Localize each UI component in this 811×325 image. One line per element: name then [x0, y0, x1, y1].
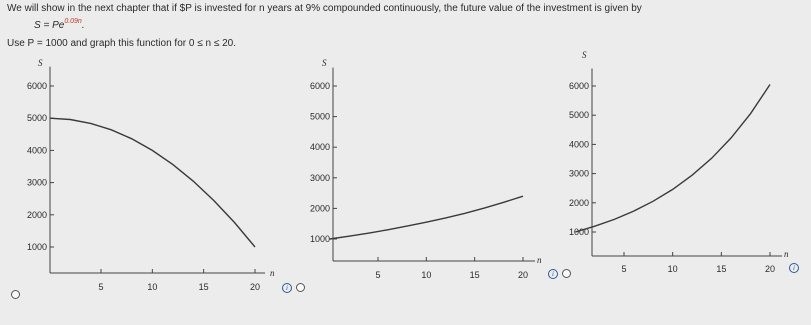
y-tick-label: 3000: [309, 172, 330, 183]
question-prompt: We will show in the next chapter that if $P is invested for n years at 9% compounded continuously, the future value of the investment is given by: [7, 3, 642, 14]
y-tick-label: 4000: [568, 139, 589, 150]
y-tick-label: 2000: [26, 209, 47, 220]
y-tick-label: 1000: [309, 234, 330, 244]
formula-exponent: 0.09n: [64, 18, 82, 25]
y-axis-label: S: [582, 50, 587, 60]
y-tick-label: 1000: [26, 242, 47, 252]
x-axis-label: n: [270, 268, 275, 278]
x-tick-label: 10: [667, 264, 678, 274]
y-tick-label: 4000: [26, 145, 47, 156]
option-b-radio[interactable]: [296, 283, 305, 292]
y-tick-label: 4000: [309, 142, 330, 153]
x-tick-label: 5: [621, 264, 627, 274]
formula-base: S = Pe: [34, 20, 65, 31]
option-c-radio[interactable]: [562, 269, 571, 278]
x-tick-label: 10: [147, 282, 158, 292]
y-tick-label: 5000: [309, 111, 330, 122]
instruction: Use P = 1000 and graph this function for 0 ≤ n ≤ 20.: [7, 38, 236, 49]
x-tick-label: 20: [249, 282, 261, 292]
y-tick-label: 3000: [568, 168, 589, 179]
x-tick-label: 15: [469, 270, 480, 280]
y-axis-label: S: [38, 58, 43, 68]
x-axis-label: n: [537, 255, 542, 265]
x-axis-label: n: [784, 249, 789, 259]
x-tick-label: 15: [716, 264, 727, 274]
x-tick-label: 10: [421, 270, 432, 280]
x-tick-label: 20: [517, 270, 529, 280]
y-tick-label: 3000: [26, 177, 47, 188]
formula-end: .: [81, 20, 85, 31]
y-tick-label: 6000: [309, 81, 330, 91]
option-c-info-icon[interactable]: i: [789, 263, 799, 273]
y-tick-label: 6000: [26, 81, 47, 91]
x-tick-label: 5: [98, 282, 104, 292]
x-tick-label: 5: [375, 270, 381, 280]
y-tick-label: 5000: [568, 110, 589, 121]
y-tick-label: 6000: [568, 81, 589, 91]
x-tick-label: 20: [764, 264, 776, 274]
y-tick-label: 2000: [309, 203, 330, 214]
option-a-info-icon[interactable]: i: [282, 283, 292, 293]
y-axis-label: S: [322, 58, 327, 68]
option-b-info-icon[interactable]: i: [548, 269, 558, 279]
x-tick-label: 15: [198, 282, 209, 292]
y-tick-label: 5000: [26, 113, 47, 124]
option-a-radio[interactable]: [11, 290, 20, 299]
series-line: [575, 85, 770, 233]
y-tick-label: 1000: [568, 227, 589, 237]
y-tick-label: 2000: [568, 197, 589, 208]
